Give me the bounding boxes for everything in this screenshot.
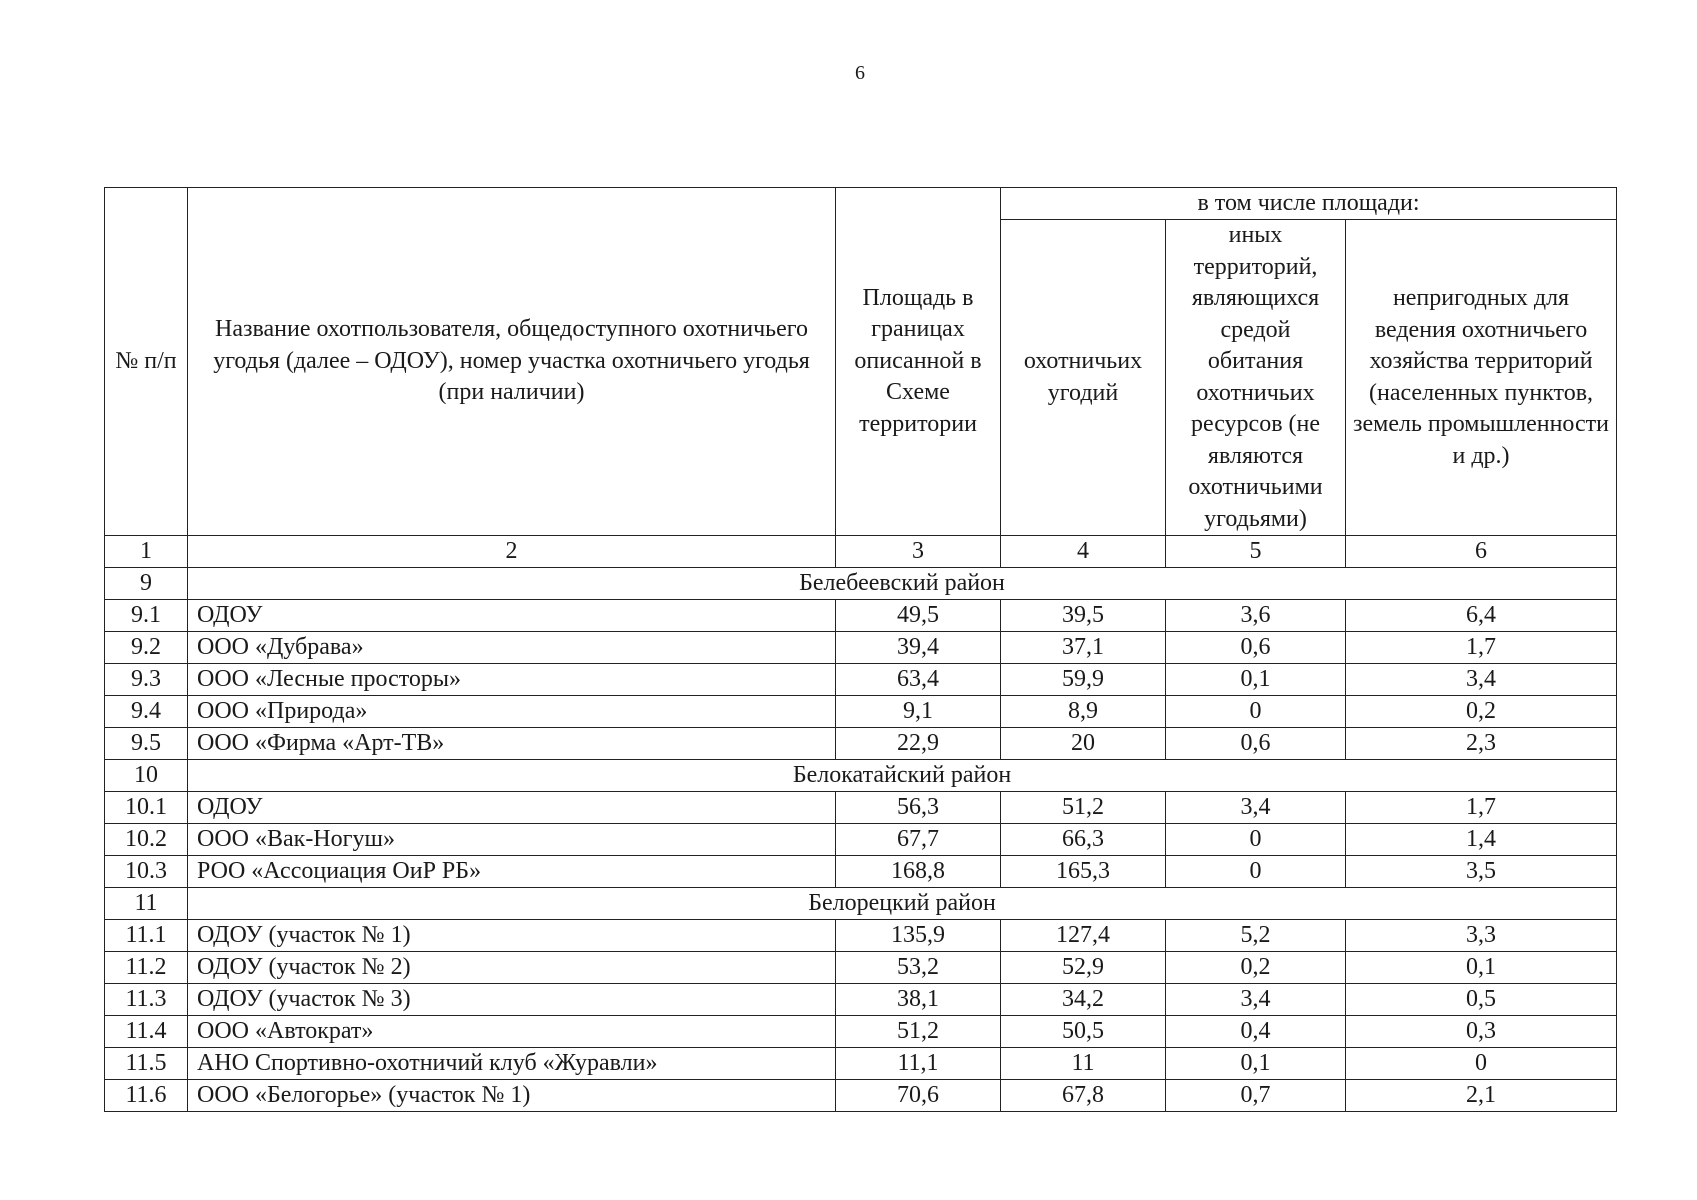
row-hunting: 39,5	[1001, 600, 1166, 632]
row-area: 168,8	[836, 856, 1001, 888]
table-row	[105, 664, 1617, 696]
row-hunting: 11	[1001, 1048, 1166, 1080]
table-row	[105, 1048, 1617, 1080]
row-name: ОДОУ (участок № 2)	[188, 952, 836, 984]
row-area: 70,6	[836, 1080, 1001, 1112]
header-num: № п/п	[105, 188, 188, 536]
column-number: 4	[1001, 536, 1166, 568]
row-name: ООО «Вак-Ногуш»	[188, 824, 836, 856]
row-unsuitable: 2,1	[1346, 1080, 1617, 1112]
column-number: 2	[188, 536, 836, 568]
row-unsuitable: 1,7	[1346, 632, 1617, 664]
column-number: 1	[105, 536, 188, 568]
row-area: 51,2	[836, 1016, 1001, 1048]
header-other: иных территорий, являющихся средой обитания охотничьих ресурсов (не являются охотничьими угодьями)	[1166, 220, 1346, 536]
district-row	[105, 568, 1617, 600]
row-hunting: 50,5	[1001, 1016, 1166, 1048]
hunting-grounds-table	[104, 187, 1617, 1112]
row-other: 0,7	[1166, 1080, 1346, 1112]
row-area: 53,2	[836, 952, 1001, 984]
district-number: 9	[105, 568, 188, 600]
row-unsuitable: 1,4	[1346, 824, 1617, 856]
row-area: 22,9	[836, 728, 1001, 760]
row-other: 0,6	[1166, 728, 1346, 760]
row-area: 9,1	[836, 696, 1001, 728]
row-unsuitable: 3,3	[1346, 920, 1617, 952]
row-name: ООО «Природа»	[188, 696, 836, 728]
row-hunting: 67,8	[1001, 1080, 1166, 1112]
header-including: в том числе площади:	[1001, 188, 1617, 220]
row-name: ООО «Фирма «Арт-ТВ»	[188, 728, 836, 760]
row-name: ОДОУ	[188, 792, 836, 824]
row-hunting: 8,9	[1001, 696, 1166, 728]
row-other: 0,2	[1166, 952, 1346, 984]
row-unsuitable: 0,2	[1346, 696, 1617, 728]
district-name: Белорецкий район	[188, 888, 1617, 920]
row-number: 10.1	[105, 792, 188, 824]
row-area: 56,3	[836, 792, 1001, 824]
row-number: 9.5	[105, 728, 188, 760]
row-unsuitable: 1,7	[1346, 792, 1617, 824]
row-hunting: 59,9	[1001, 664, 1166, 696]
table-row	[105, 792, 1617, 824]
table-row	[105, 824, 1617, 856]
row-name: ОДОУ (участок № 3)	[188, 984, 836, 1016]
district-name: Белокатайский район	[188, 760, 1617, 792]
table-row	[105, 1080, 1617, 1112]
table-row	[105, 920, 1617, 952]
row-hunting: 37,1	[1001, 632, 1166, 664]
table-row	[105, 728, 1617, 760]
row-hunting: 34,2	[1001, 984, 1166, 1016]
row-other: 0,4	[1166, 1016, 1346, 1048]
column-number: 6	[1346, 536, 1617, 568]
header-area: Площадь в границах описанной в Схеме территории	[836, 188, 1001, 536]
row-name: ООО «Белогорье» (участок № 1)	[188, 1080, 836, 1112]
district-number: 10	[105, 760, 188, 792]
row-area: 135,9	[836, 920, 1001, 952]
table-row	[105, 952, 1617, 984]
district-name: Белебеевский район	[188, 568, 1617, 600]
table-body	[105, 568, 1617, 1112]
district-row	[105, 760, 1617, 792]
column-number: 3	[836, 536, 1001, 568]
table-row	[105, 856, 1617, 888]
row-name: РОО «Ассоциация ОиР РБ»	[188, 856, 836, 888]
row-other: 3,4	[1166, 984, 1346, 1016]
row-name: ООО «Автократ»	[188, 1016, 836, 1048]
row-number: 9.2	[105, 632, 188, 664]
row-number: 9.3	[105, 664, 188, 696]
row-hunting: 165,3	[1001, 856, 1166, 888]
row-number: 11.2	[105, 952, 188, 984]
row-number: 9.1	[105, 600, 188, 632]
row-name: АНО Спортивно-охотничий клуб «Журавли»	[188, 1048, 836, 1080]
row-other: 0,1	[1166, 664, 1346, 696]
row-number: 10.2	[105, 824, 188, 856]
row-area: 11,1	[836, 1048, 1001, 1080]
row-number: 11.4	[105, 1016, 188, 1048]
district-number: 11	[105, 888, 188, 920]
row-other: 0	[1166, 856, 1346, 888]
row-unsuitable: 0,3	[1346, 1016, 1617, 1048]
column-numbers-row	[105, 536, 1617, 568]
row-name: ОДОУ (участок № 1)	[188, 920, 836, 952]
header-hunting: охотничьих угодий	[1001, 220, 1166, 536]
row-name: ОДОУ	[188, 600, 836, 632]
row-number: 11.3	[105, 984, 188, 1016]
district-row	[105, 888, 1617, 920]
column-number: 5	[1166, 536, 1346, 568]
table-row	[105, 696, 1617, 728]
page-number: 6	[855, 62, 865, 84]
row-unsuitable: 6,4	[1346, 600, 1617, 632]
row-hunting: 51,2	[1001, 792, 1166, 824]
table-row	[105, 600, 1617, 632]
row-number: 11.5	[105, 1048, 188, 1080]
row-name: ООО «Лесные просторы»	[188, 664, 836, 696]
row-unsuitable: 0,1	[1346, 952, 1617, 984]
row-other: 0,6	[1166, 632, 1346, 664]
table-row	[105, 632, 1617, 664]
row-number: 9.4	[105, 696, 188, 728]
row-number: 11.6	[105, 1080, 188, 1112]
row-other: 0,1	[1166, 1048, 1346, 1080]
row-unsuitable: 3,5	[1346, 856, 1617, 888]
row-area: 39,4	[836, 632, 1001, 664]
row-area: 49,5	[836, 600, 1001, 632]
row-hunting: 20	[1001, 728, 1166, 760]
row-area: 38,1	[836, 984, 1001, 1016]
row-unsuitable: 3,4	[1346, 664, 1617, 696]
row-hunting: 127,4	[1001, 920, 1166, 952]
row-other: 0	[1166, 824, 1346, 856]
row-other: 5,2	[1166, 920, 1346, 952]
row-unsuitable: 2,3	[1346, 728, 1617, 760]
row-other: 3,6	[1166, 600, 1346, 632]
row-other: 3,4	[1166, 792, 1346, 824]
row-area: 67,7	[836, 824, 1001, 856]
row-number: 11.1	[105, 920, 188, 952]
table-row	[105, 1016, 1617, 1048]
header-name: Название охотпользователя, общедоступного охотничьего угодья (далее – ОДОУ), номер участка охотничьего угодья (при наличии)	[188, 188, 836, 536]
row-hunting: 66,3	[1001, 824, 1166, 856]
table-row	[105, 984, 1617, 1016]
row-hunting: 52,9	[1001, 952, 1166, 984]
row-unsuitable: 0	[1346, 1048, 1617, 1080]
row-number: 10.3	[105, 856, 188, 888]
header-unsuitable: непригодных для ведения охотничьего хозяйства территорий (населенных пунктов, земель промышленности и др.)	[1346, 220, 1617, 536]
row-name: ООО «Дубрава»	[188, 632, 836, 664]
row-unsuitable: 0,5	[1346, 984, 1617, 1016]
row-area: 63,4	[836, 664, 1001, 696]
row-other: 0	[1166, 696, 1346, 728]
